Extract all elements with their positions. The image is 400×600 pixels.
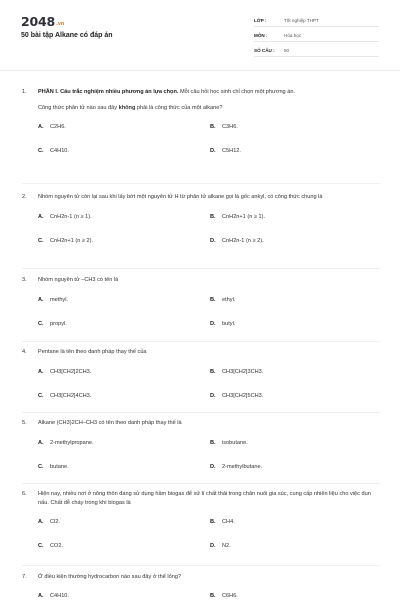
option-letter: B.	[210, 439, 216, 446]
question-number: 4.	[22, 349, 27, 355]
question-text	[38, 104, 382, 113]
question-divider	[22, 565, 380, 566]
option-letter: D.	[210, 237, 216, 244]
question-number: 2.	[22, 194, 27, 200]
section-heading: PHẦN I. Câu trắc nghiệm nhiều phương án lựa chọn.	[38, 89, 179, 95]
option-text: C6H6.	[222, 592, 238, 599]
option-letter: A.	[38, 296, 44, 303]
answer-options	[38, 368, 382, 407]
meta-class	[254, 14, 379, 27]
option-letter: C.	[38, 463, 44, 470]
option-a[interactable]	[38, 439, 94, 447]
option-a[interactable]	[38, 518, 60, 526]
option-text: CH3[CH2]2CH3.	[50, 368, 92, 375]
question-number: 7.	[22, 574, 27, 580]
option-text: CH4.	[222, 519, 235, 526]
option-letter: C.	[38, 392, 44, 399]
option-letter: D.	[210, 148, 216, 155]
option-a[interactable]	[38, 296, 68, 304]
option-text: CO2.	[50, 543, 64, 550]
option-text: propyl.	[50, 320, 67, 327]
question-2	[22, 193, 382, 252]
question-3	[22, 276, 382, 335]
question-divider	[22, 268, 380, 269]
question-divider	[22, 183, 380, 184]
logo-suffix: .vn	[56, 21, 65, 27]
option-letter: D.	[210, 392, 216, 399]
question-text: Alkane (CH3)2CH–CH3 có tên theo danh pháp thay thế là	[38, 420, 182, 426]
option-text: CH3[CH2]4CH3.	[50, 392, 92, 399]
question-divider	[22, 341, 380, 342]
option-a[interactable]	[38, 368, 91, 376]
answer-options	[38, 439, 382, 478]
option-c[interactable]	[38, 542, 63, 550]
option-d[interactable]	[210, 237, 264, 245]
question-number: 5.	[22, 420, 27, 426]
option-letter: A.	[38, 439, 44, 446]
option-text: CH3[CH2]3CH3.	[222, 368, 264, 375]
question-number: 6.	[22, 491, 27, 497]
question-text: Ở điều kiện thường hydrocarbon nào sau đây ở thể lỏng?	[38, 574, 182, 580]
option-text: Cl2.	[50, 519, 60, 526]
option-a[interactable]	[38, 213, 92, 221]
option-letter: B.	[210, 592, 216, 599]
answer-options	[38, 518, 382, 557]
option-a[interactable]	[38, 592, 69, 600]
answer-options	[38, 296, 382, 335]
question-text: Pentane là tên theo danh pháp thay thế của	[38, 349, 147, 355]
option-text: C5H12.	[222, 148, 241, 155]
option-text: C2H6.	[50, 124, 66, 131]
option-d[interactable]	[210, 147, 241, 155]
section-instruction	[38, 88, 382, 97]
option-letter: D.	[210, 463, 216, 470]
question-text: Hiện nay, nhiều nơi ở nông thôn đang sử dụng hầm biogas để xử lí chất thải trong chăn nuôi gia súc, cung cấp nhiên liệu cho việc đun nấu. Chất dễ cháy trong khí biogas là	[38, 491, 371, 506]
option-text: 2-methylpropane.	[50, 439, 94, 446]
option-text: CnH2n-1 (n ≥ 2).	[222, 237, 264, 244]
option-d[interactable]	[210, 542, 231, 550]
option-text: ethyl.	[222, 296, 236, 303]
option-d[interactable]	[210, 392, 263, 400]
option-text: N2.	[222, 543, 231, 550]
option-text: butyl.	[222, 320, 236, 327]
option-letter: C.	[38, 543, 44, 550]
option-b[interactable]	[210, 213, 265, 221]
question-4	[22, 348, 382, 407]
answer-options	[38, 592, 382, 600]
option-text: C4H10.	[50, 592, 69, 599]
question-6	[22, 490, 382, 557]
option-b[interactable]	[210, 296, 235, 304]
option-letter: A.	[38, 592, 44, 599]
option-letter: B.	[210, 213, 216, 220]
site-logo[interactable]	[21, 14, 64, 29]
meta-class-value: Tốt nghiệp THPT	[284, 18, 319, 23]
option-d[interactable]	[210, 320, 235, 328]
question-5	[22, 419, 382, 478]
question-1	[22, 88, 382, 162]
meta-subject-value: Hóa học	[284, 33, 302, 38]
option-letter: A.	[38, 368, 44, 375]
option-text: butane.	[50, 463, 69, 470]
meta-subject	[254, 29, 379, 42]
option-c[interactable]	[38, 320, 67, 328]
option-b[interactable]	[210, 368, 263, 376]
question-text: Nhóm nguyên tử –CH3 có tên là	[38, 277, 119, 283]
option-text: 2-methylbutane.	[222, 463, 263, 470]
question-divider	[22, 412, 380, 413]
option-letter: B.	[210, 519, 216, 526]
option-text: CnH2n-1 (n ≥ 1).	[50, 213, 92, 220]
header-divider	[0, 70, 400, 71]
option-b[interactable]	[210, 439, 248, 447]
option-b[interactable]	[210, 518, 235, 526]
option-c[interactable]	[38, 237, 93, 245]
option-text: CH3[CH2]5CH3.	[222, 392, 264, 399]
option-letter: D.	[210, 320, 216, 327]
option-letter: D.	[210, 543, 216, 550]
question-number: 1.	[22, 89, 27, 95]
option-d[interactable]	[210, 463, 262, 471]
question-number: 3.	[22, 277, 27, 283]
option-text: methyl.	[50, 296, 69, 303]
meta-count	[254, 44, 379, 57]
question-text: Nhóm nguyên tử còn lại sau khi lấy bớt một nguyên tử H từ phân tử alkane gọi là gốc ankyl, có công thức chung là	[38, 194, 323, 200]
option-text: C4H10.	[50, 148, 69, 155]
question-divider	[22, 483, 380, 484]
question-emphasis: không	[118, 104, 136, 111]
answer-options	[38, 213, 382, 252]
option-letter: B.	[210, 368, 216, 375]
section-instruction-text: Mỗi câu hỏi học sinh chỉ chọn một phương án.	[178, 89, 295, 95]
option-letter: A.	[38, 213, 44, 220]
question-text-part: phải là công thức của một alkane?	[135, 104, 223, 111]
option-letter: C.	[38, 320, 44, 327]
option-b[interactable]	[210, 123, 238, 131]
meta-subject-label: MÔN :	[254, 33, 268, 38]
logo-text: 2048	[21, 14, 55, 29]
meta-count-value: 50	[284, 48, 290, 53]
question-text-part: Công thức phân tử nào sau đây	[38, 104, 119, 111]
meta-class-label: LỚP :	[254, 18, 267, 23]
option-text: C3H6.	[222, 124, 238, 131]
meta-count-label: SỐ CÂU :	[254, 48, 275, 53]
option-letter: A.	[38, 124, 44, 131]
question-7	[22, 573, 382, 600]
option-letter: B.	[210, 296, 216, 303]
answer-options	[38, 123, 382, 162]
page-title: 50 bài tập Alkane có đáp án	[21, 32, 113, 39]
option-text: CnH2n+1 (n ≥ 2).	[50, 237, 94, 244]
option-letter: C.	[38, 148, 44, 155]
option-letter: A.	[38, 519, 44, 526]
option-letter: B.	[210, 124, 216, 131]
option-c[interactable]	[38, 147, 69, 155]
option-b[interactable]	[210, 592, 238, 600]
option-text: CnH2n+1 (n ≥ 1).	[222, 213, 266, 220]
option-a[interactable]	[38, 123, 66, 131]
option-c[interactable]	[38, 463, 69, 471]
header	[0, 0, 400, 70]
option-letter: C.	[38, 237, 44, 244]
option-c[interactable]	[38, 392, 91, 400]
option-text: isobutane.	[222, 439, 248, 446]
